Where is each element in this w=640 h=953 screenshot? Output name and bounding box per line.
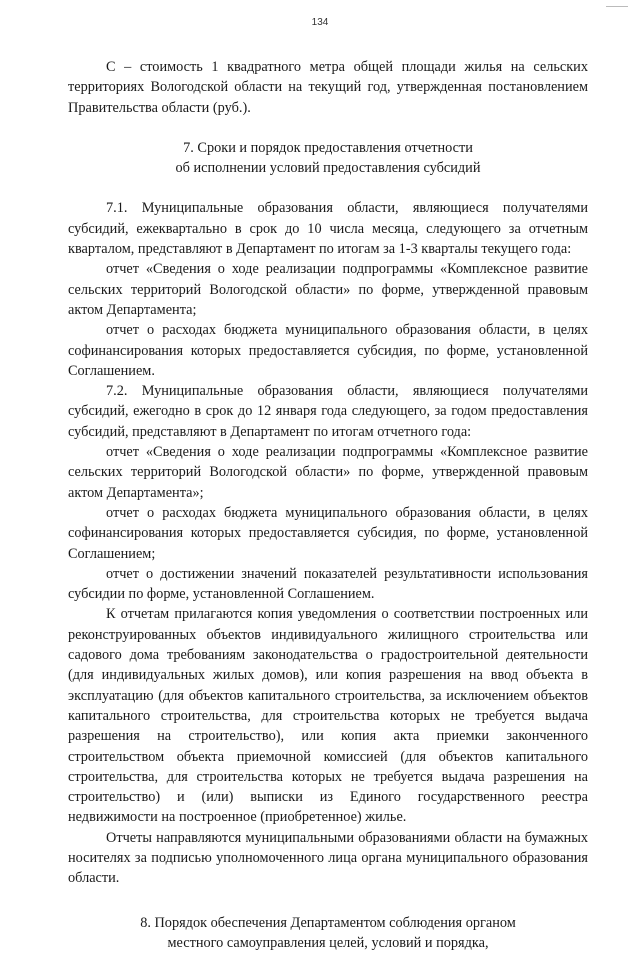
paragraph-7-2: 7.2. Муниципальные образования области, являющиеся получателями субсидий, ежегодно в срок до 12 января года следующего, за годом предоставления субсидий, представляют в Департамент по итогам отчетного года: <box>68 383 588 440</box>
paragraph-7-2-report-progress: отчет «Сведения о ходе реализации подпрограммы «Комплексное развитие сельских территорий Вологодской области» по форме, утвержденной правовым актом Департамента»; <box>68 444 588 501</box>
section-heading-8 <box>68 913 588 953</box>
paragraph-7-1-report-expenses: отчет о расходах бюджета муниципального образования области, в целях софинансирования которых предоставляется субсидия, по форме, установленной Соглашением. <box>68 322 588 379</box>
paragraph-cost-definition: С – стоимость 1 квадратного метра общей площади жилья на сельских территориях Вологодской области на текущий год, утвержденная постановлением Правительства области (руб.). <box>68 59 588 116</box>
section-heading-7 <box>68 138 588 179</box>
page-number: 134 <box>311 17 329 28</box>
paragraph-submission: Отчеты направляются муниципальными образованиями области на бумажных носителях за подписью уполномоченного лица органа муниципального образования области. <box>68 829 588 887</box>
section-heading-7-line2: об исполнении условий предоставления субсидий <box>175 160 481 177</box>
section-heading-7-line1: 7. Сроки и порядок предоставления отчетности <box>183 139 473 156</box>
paragraph-7-2-report-expenses: отчет о расходах бюджета муниципального образования области, в целях софинансирования которых предоставляется субсидия, по форме, установленной Соглашением; <box>68 504 588 562</box>
paragraph-attachments: К отчетам прилагаются копия уведомления о соответствии построенных или реконструированных объектов индивидуального жилищного строительства или садового дома требованиям законодательства о градостроительной деятельности (для индивидуальных жилых домов), или копия разрешения на ввод объекта в эксплуатацию (для объектов капитального строительства, за исключением объектов капитального строительства, для строительства которых не требуется выдача разрешения на строительство), или копия акта приемки законченного строительством объекта приемочной комиссией (для объектов капитального строительства, для строительства которых не требуется выдача разрешения на строительство) и (или) выписки из Единого государственного реестра недвижимости на построенное (приобретенное) жилье. <box>68 606 588 826</box>
document-body <box>68 57 588 953</box>
paragraph-7-1-report-progress: отчет «Сведения о ходе реализации подпрограммы «Комплексное развитие сельских территорий Вологодской области» по форме, утвержденной правовым актом Департамента; <box>68 261 588 318</box>
paragraph-7-2-report-indicators: отчет о достижении значений показателей результативности использования субсидии по форме, установленной Соглашением. <box>68 565 588 603</box>
paragraph-7-1: 7.1. Муниципальные образования области, являющиеся получателями субсидий, ежеквартально в срок до 10 числа месяца, следующего за отчетным кварталом, представляют в Департамент по итогам за 1-3 кварталы текущего года: <box>68 200 588 258</box>
scan-corner-mark <box>606 0 628 7</box>
section-heading-8-line1: 8. Порядок обеспечения Департаментом соблюдения органом <box>140 914 516 931</box>
section-heading-8-line2: местного самоуправления целей, условий и порядка, <box>167 934 489 951</box>
